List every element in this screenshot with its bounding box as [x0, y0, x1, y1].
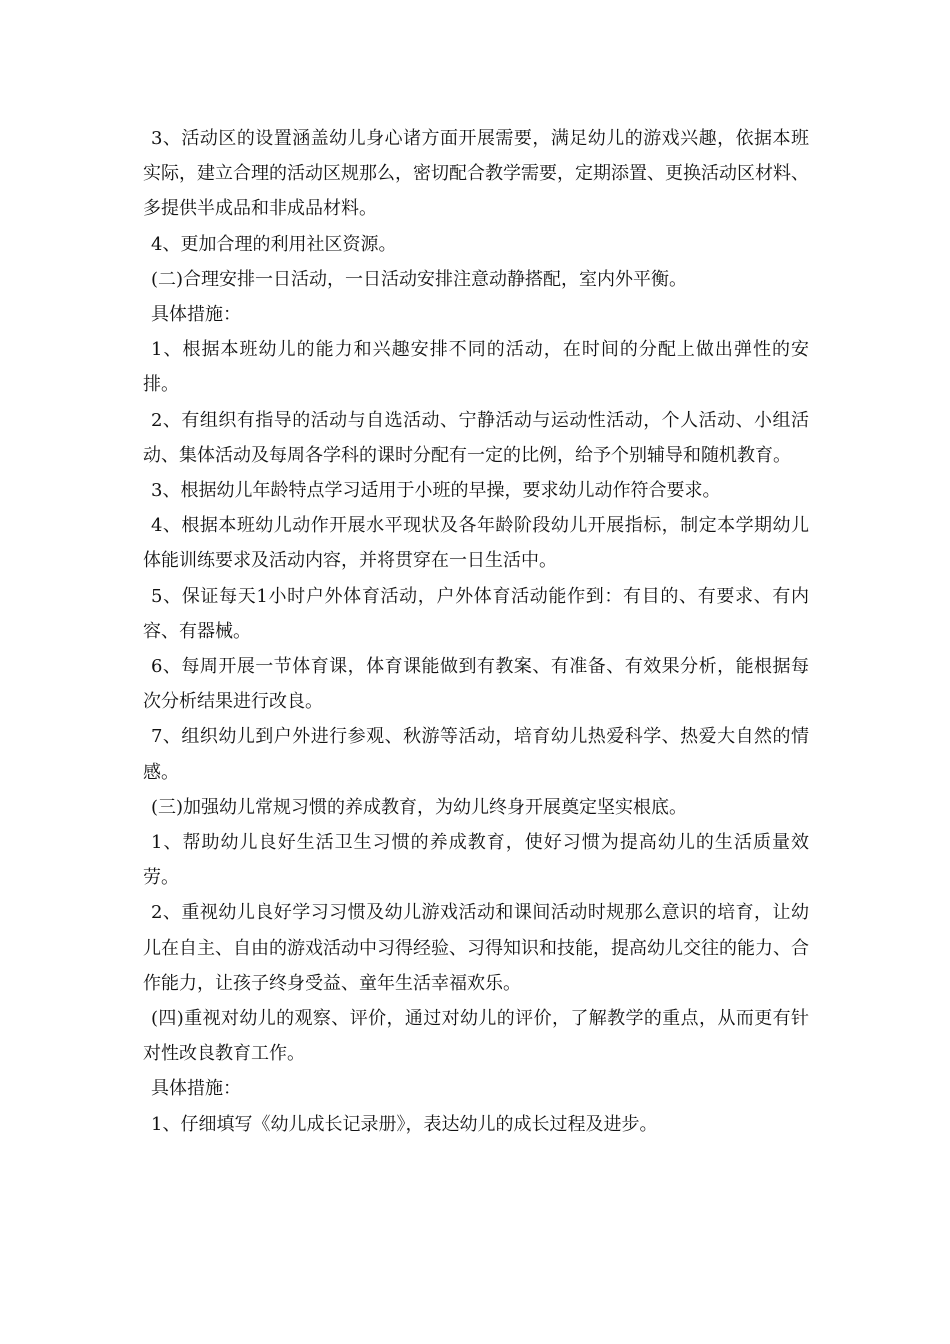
paragraph-item-2-learning-habits: 2、重视幼儿良好学习习惯及幼儿游戏活动和课间活动时规那么意识的培育，让幼儿在自主、自由的游戏活动中习得经验、习得知识和技能，提高幼儿交往的能力、合作能力，让孩子终身受益、童年生活幸福欢乐。 [143, 902, 809, 994]
measures-label: 具体措施： [151, 304, 241, 326]
paragraph-item-3-morning-exercise: 3、根据幼儿年龄特点学习适用于小班的早操，要求幼儿动作符合要求。 [151, 480, 721, 502]
section-heading-2-daily-activities: (二)合理安排一日活动，一日活动安排注意动静搭配，室内外平衡。 [151, 268, 688, 290]
paragraph-item-6-pe-class: 6、每周开展一节体育课，体育课能做到有教案、有准备、有效果分析，能根据每次分析结果进行改良。 [143, 656, 809, 713]
paragraph-item-1-hygiene-habits: 1、帮助幼儿良好生活卫生习惯的养成教育，使好习惯为提高幼儿的生活质量效劳。 [143, 832, 809, 889]
paragraph-item-5-outdoor-sports: 5、保证每天1小时户外体育活动，户外体育活动能作到：有目的、有要求、有内容、有器械。 [143, 585, 809, 642]
paragraph-item-3-activity-areas: 3、活动区的设置涵盖幼儿身心诸方面开展需要，满足幼儿的游戏兴趣，依据本班实际，建立合理的活动区规那么，密切配合教学需要，定期添置、更换活动区材料、多提供半成品和非成品材料。 [143, 128, 809, 220]
paragraph-item-1-growth-record: 1、仔细填写《幼儿成长记录册》，表达幼儿的成长过程及进步。 [151, 1113, 658, 1135]
paragraph-item-2-activity-balance: 2、有组织有指导的活动与自选活动、宁静活动与运动性活动，个人活动、小组活动、集体活动及每周各学科的课时分配有一定的比例，给予个别辅导和随机教育。 [143, 409, 809, 466]
paragraph-item-4-physical-training: 4、根据本班幼儿动作开展水平现状及各年龄阶段幼儿开展指标，制定本学期幼儿体能训练要求及活动内容，并将贯穿在一日生活中。 [143, 515, 809, 572]
paragraph-item-1-flexible-scheduling: 1、根据本班幼儿的能力和兴趣安排不同的活动，在时间的分配上做出弹性的安排。 [143, 339, 809, 396]
section-heading-4-observation-evaluation: (四)重视对幼儿的观察、评价，通过对幼儿的评价，了解教学的重点，从而更有针对性改良教育工作。 [143, 1008, 809, 1065]
paragraph-item-4-community-resources: 4、更加合理的利用社区资源。 [151, 233, 397, 255]
measures-label: 具体措施： [151, 1078, 241, 1100]
paragraph-item-7-outings: 7、组织幼儿到户外进行参观、秋游等活动，培育幼儿热爱科学、热爱大自然的情感。 [143, 726, 809, 783]
document-body [143, 121, 809, 1142]
section-heading-3-routine-habits: (三)加强幼儿常规习惯的养成教育，为幼儿终身开展奠定坚实根底。 [151, 796, 688, 818]
